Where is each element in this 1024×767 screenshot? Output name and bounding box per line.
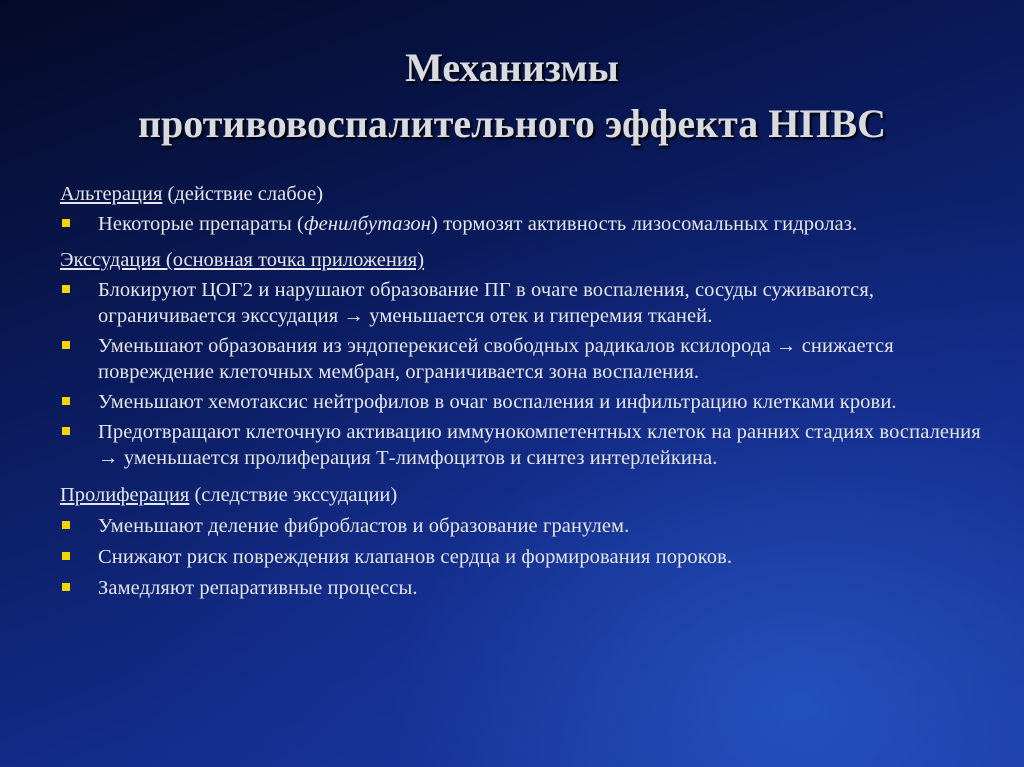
section-heading-term: Пролиферация <box>60 484 190 506</box>
list-item: Блокируют ЦОГ2 и нарушают образование ПГ в очаге воспаления, сосуды суживаются, ограничивается экссудация → уменьшается отек и гиперемия тканей. <box>60 277 990 329</box>
square-bullet-icon <box>62 285 70 293</box>
bullet-list <box>60 211 990 237</box>
slide-body <box>60 181 990 601</box>
square-bullet-icon <box>62 219 70 227</box>
list-item: Замедляют репаративные процессы. <box>60 575 990 601</box>
section-exudation <box>60 247 990 471</box>
slide-title-line-2: противовоспалительного эффекта НПВС <box>137 101 887 146</box>
section-heading <box>60 482 990 508</box>
list-item: Уменьшают деление фибробластов и образование гранулем. <box>60 513 990 539</box>
list-item: Уменьшают хемотаксис нейтрофилов в очаг воспаления и инфильтрацию клетками крови. <box>60 389 990 415</box>
drug-name: фенилбутазон <box>303 213 432 235</box>
section-heading-term: Экссудация (основная точка приложения) <box>60 249 425 271</box>
section-heading-note: (следствие экссудации) <box>189 484 398 506</box>
section-heading <box>60 181 990 207</box>
square-bullet-icon <box>62 397 70 405</box>
square-bullet-icon <box>62 427 70 435</box>
section-alteration <box>60 181 990 237</box>
slide-title <box>0 40 1024 152</box>
bullet-list <box>60 277 990 471</box>
square-bullet-icon <box>62 552 70 560</box>
slide-title-line-1: Механизмы <box>405 45 619 90</box>
list-item: Снижают риск повреждения клапанов сердца и формирования пороков. <box>60 544 990 570</box>
square-bullet-icon <box>62 583 70 591</box>
list-item: Уменьшают образования из эндоперекисей свободных радикалов ксилорода → снижается повреждение клеточных мембран, ограничивается зона воспаления. <box>60 333 990 385</box>
square-bullet-icon <box>62 521 70 529</box>
section-proliferation <box>60 482 990 601</box>
bullet-list <box>60 513 990 601</box>
list-item: Некоторые препараты (фенилбутазон) тормозят активность лизосомальных гидролаз. <box>60 211 990 237</box>
section-heading <box>60 247 990 273</box>
list-item: Предотвращают клеточную активацию иммунокомпетентных клеток на ранних стадиях воспаления → уменьшается пролиферация Т-лимфоцитов и синтез интерлейкина. <box>60 419 990 471</box>
section-heading-note: (действие слабое) <box>162 183 324 205</box>
square-bullet-icon <box>62 341 70 349</box>
section-heading-term: Альтерация <box>60 183 163 205</box>
